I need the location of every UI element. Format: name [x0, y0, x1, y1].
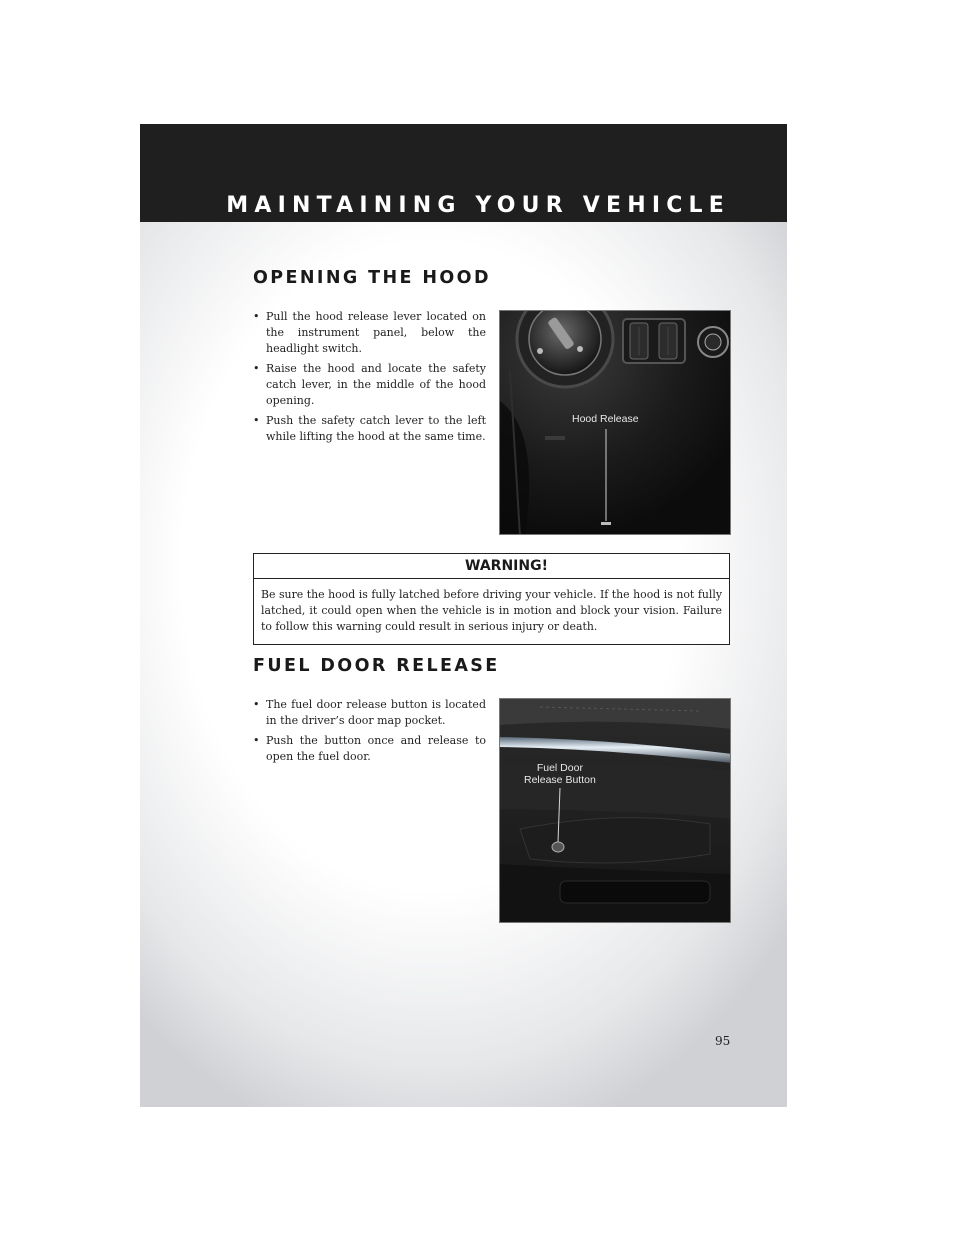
- list-item: • The fuel door release button is located in the driver’s door map pocket.: [253, 698, 486, 727]
- page-number: 95: [715, 1034, 731, 1048]
- fuel-door-illustration: [500, 699, 731, 923]
- chapter-title: MAINTAINING YOUR VEHICLE: [226, 193, 730, 218]
- manual-page: [140, 124, 787, 1107]
- warning-box: [253, 553, 730, 645]
- warning-text: Be sure the hood is fully latched before driving your vehicle. If the hood is not fully latched, it could open when the vehicle is in motion and block your vision. Failure to follow this warning could result in serious injury or death.: [261, 588, 722, 633]
- list-item: • Push the button once and release to open the fuel door.: [253, 734, 486, 763]
- fuel-door-instructions-list: [253, 697, 486, 769]
- hood-release-photo: [499, 310, 731, 535]
- hood-release-label: Hood Release: [572, 413, 639, 425]
- fuel-door-release-label: Fuel Door Release Button: [524, 762, 596, 786]
- section-heading-opening-the-hood: OPENING THE HOOD: [253, 268, 491, 288]
- header-band: [140, 124, 787, 222]
- section-heading-fuel-door-release: FUEL DOOR RELEASE: [253, 656, 500, 676]
- list-item: • Raise the hood and locate the safety catch lever, in the middle of the hood opening.: [253, 362, 486, 407]
- list-item: • Pull the hood release lever located on the instrument panel, below the headlight switch.: [253, 310, 486, 355]
- hood-instructions-list: [253, 309, 486, 449]
- fuel-door-release-photo: [499, 698, 731, 923]
- list-item: • Push the safety catch lever to the left while lifting the hood at the same time.: [253, 414, 486, 443]
- warning-title: WARNING!: [254, 554, 729, 579]
